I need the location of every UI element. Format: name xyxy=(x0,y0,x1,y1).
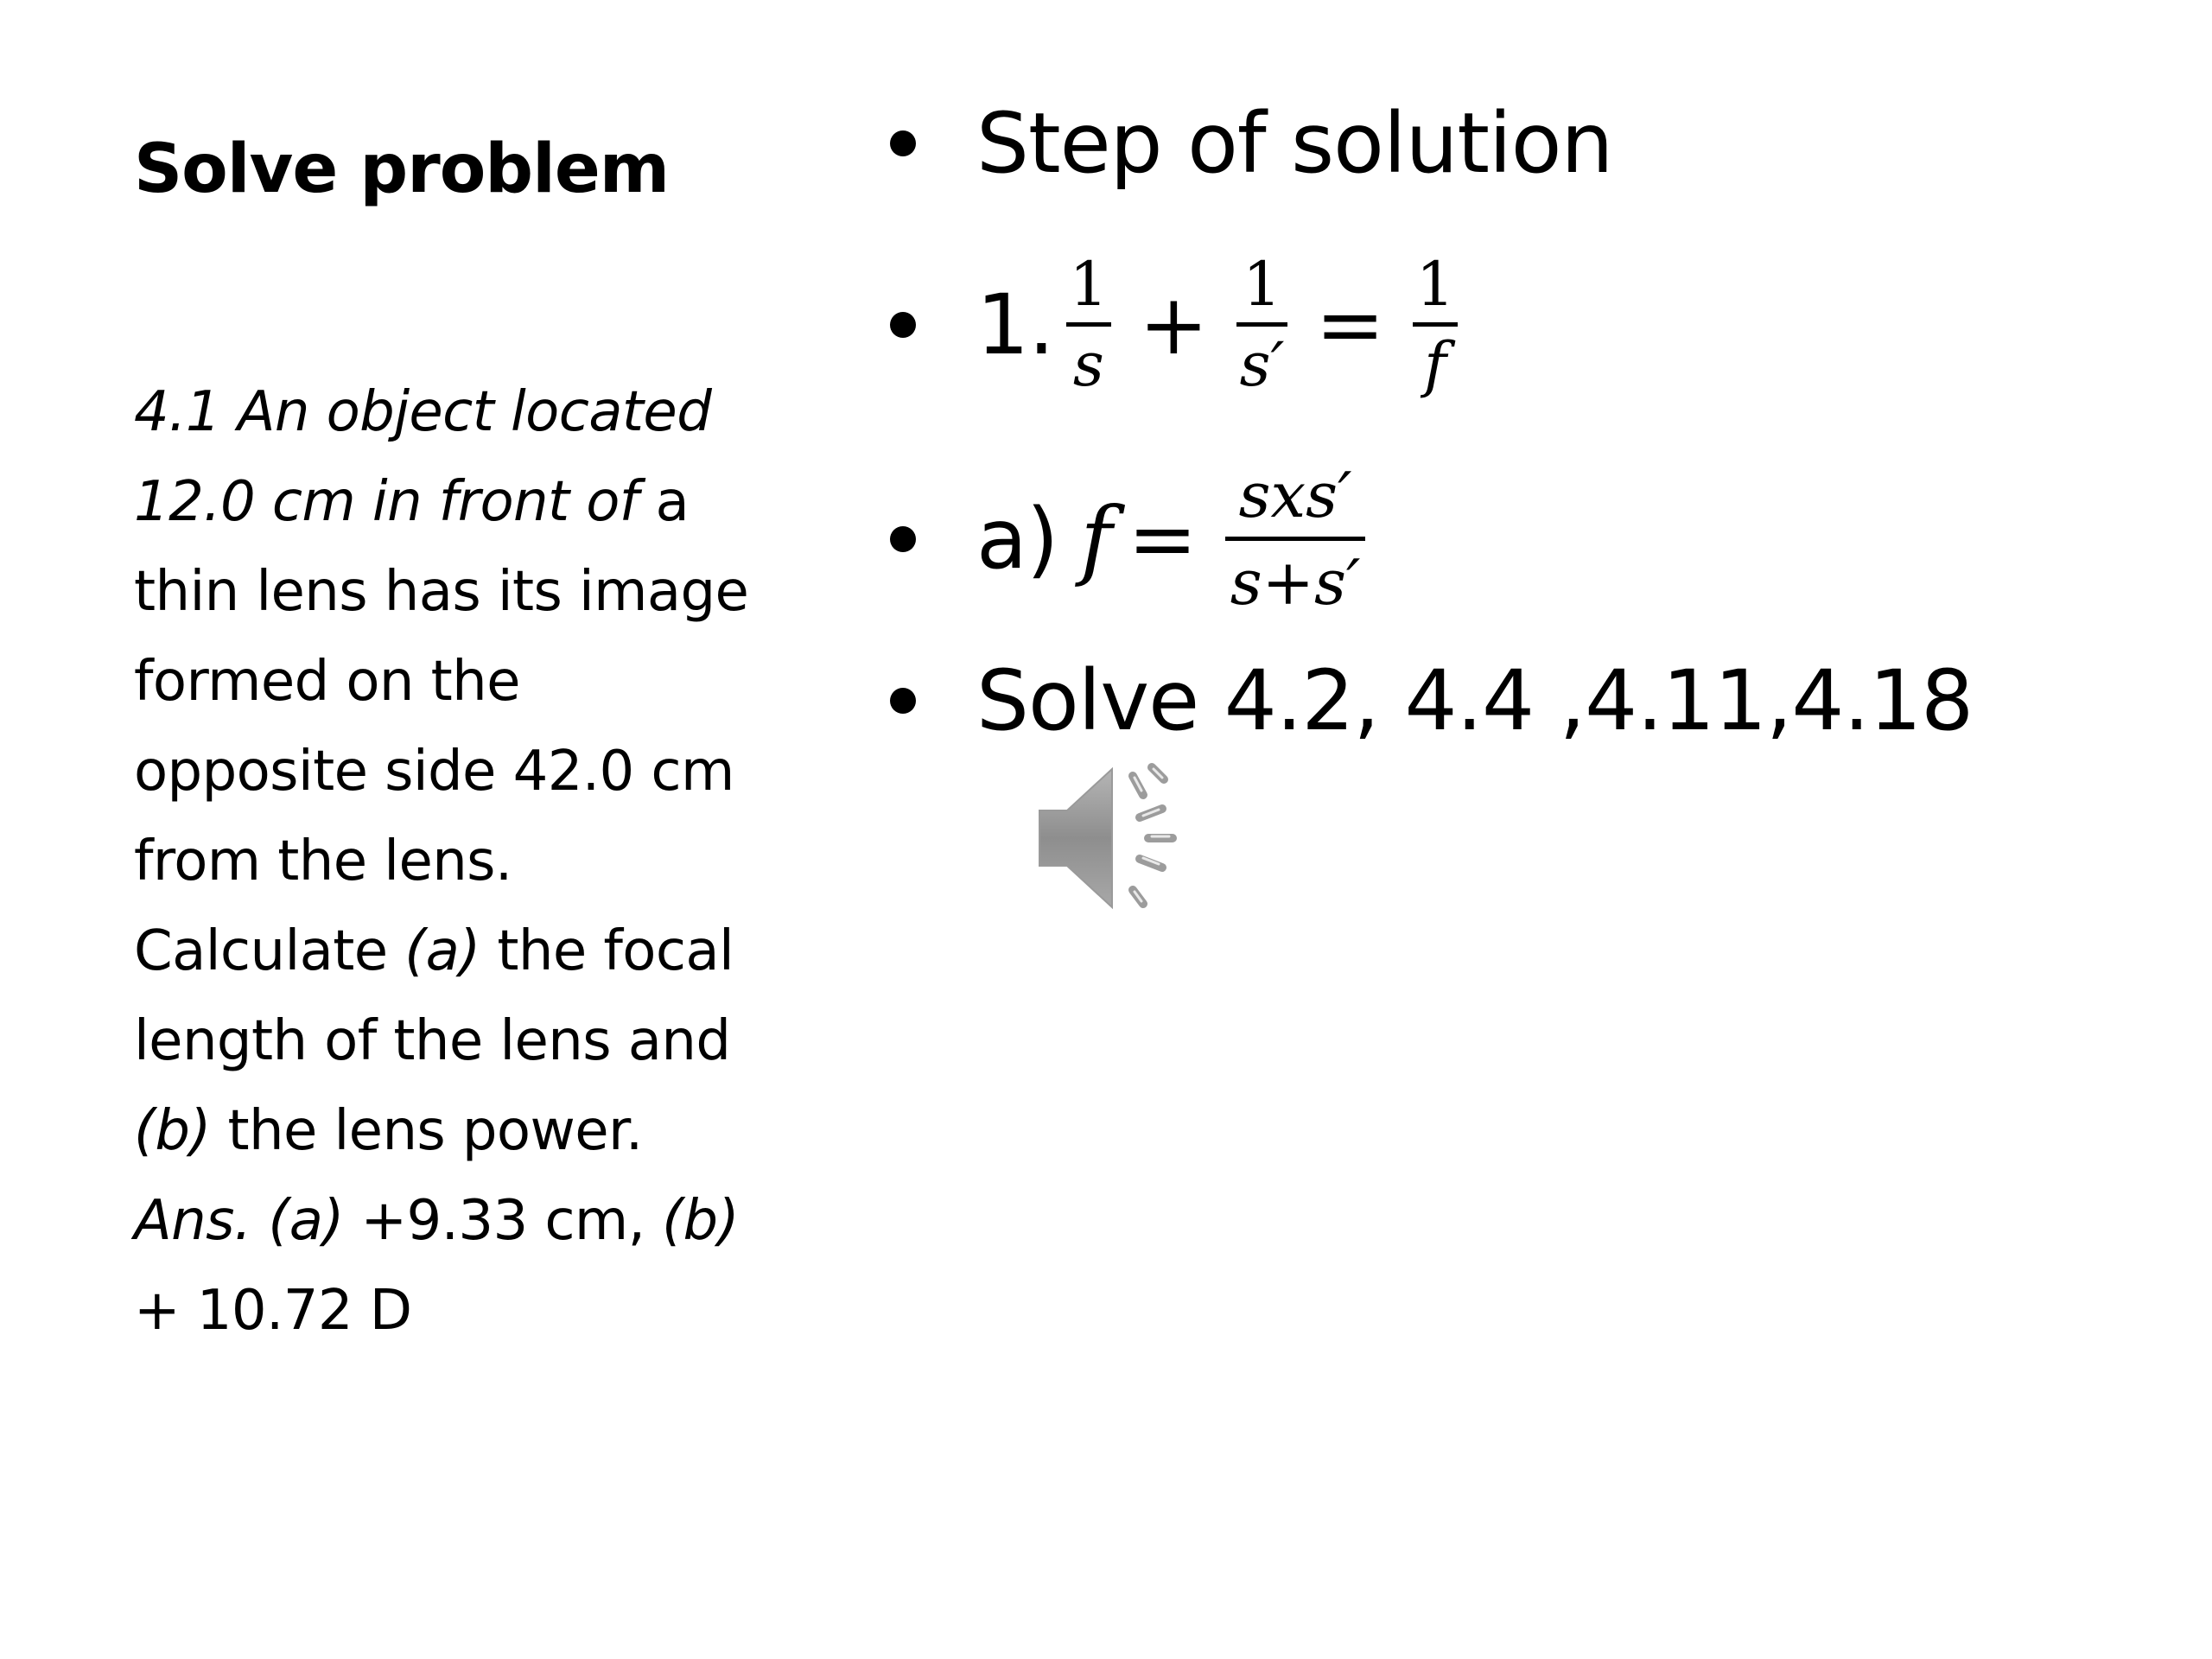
bullet-step-heading xyxy=(890,95,1612,192)
problem-text: the lens power. xyxy=(210,1099,643,1163)
exercises-text: Solve 4.2, 4.4 ,4.11,4.18 xyxy=(976,652,1974,749)
problem-line: thin lens has its image xyxy=(134,560,749,624)
focal-length-symbol: f xyxy=(1080,488,1113,589)
fraction-numerator: 1 xyxy=(1243,249,1281,320)
equation-label: 1. xyxy=(976,276,1054,373)
fraction-numerator: sxs′ xyxy=(1238,459,1352,531)
slide-title: Solve problem xyxy=(134,130,670,208)
bullet-icon xyxy=(890,130,916,156)
fraction-1-over-f xyxy=(1413,246,1459,403)
problem-text-italic: 12.0 cm in front of xyxy=(134,470,639,534)
fraction-denominator: s′ xyxy=(1239,329,1285,400)
problem-line: from the lens. xyxy=(134,830,512,893)
speaker-icon[interactable] xyxy=(1033,760,1205,916)
bullet-exercises xyxy=(890,652,1973,749)
plus-sign: + xyxy=(1139,276,1209,373)
sound-wave-highlights xyxy=(1135,769,1169,901)
bullet-icon xyxy=(890,526,916,552)
problem-text-italic: (b) xyxy=(134,1099,211,1163)
answer-text-italic: Ans. (a) xyxy=(134,1189,344,1253)
problem-line xyxy=(134,457,825,547)
problem-text: Calculate xyxy=(134,919,405,983)
bullet-icon xyxy=(890,312,916,338)
fraction-focal-formula xyxy=(1225,454,1366,624)
equation-label: a) xyxy=(976,490,1058,588)
speaker-body xyxy=(1039,769,1112,907)
problem-line xyxy=(134,367,825,457)
fraction-numerator: 1 xyxy=(1069,249,1109,320)
fraction-1-over-s-prime xyxy=(1236,246,1288,403)
problem-line: opposite side 42.0 cm xyxy=(134,740,734,804)
answer-text-italic: (b) xyxy=(662,1189,739,1253)
problem-answer-line xyxy=(134,1176,825,1266)
problem-answer-line: + 10.72 D xyxy=(134,1279,412,1343)
bullet-icon xyxy=(890,688,916,714)
left-column xyxy=(134,130,825,211)
fraction-denominator: s+s′ xyxy=(1230,546,1361,619)
problem-text: the focal xyxy=(480,919,734,983)
fraction-denominator: f xyxy=(1424,329,1447,400)
problem-text-italic: 4.1 An object located xyxy=(134,380,712,444)
fraction-numerator: 1 xyxy=(1415,249,1455,320)
fraction-1-over-s xyxy=(1066,246,1112,403)
step-heading-text: Step of solution xyxy=(976,95,1613,192)
problem-line: length of the lens and xyxy=(134,1009,731,1073)
problem-line xyxy=(134,906,825,996)
equals-sign: = xyxy=(1315,276,1385,373)
answer-text: +9.33 cm, xyxy=(343,1189,663,1253)
bullet-focal-length xyxy=(890,454,1377,624)
equals-sign: = xyxy=(1128,490,1198,588)
problem-text-italic: (a) xyxy=(404,919,480,983)
problem-statement xyxy=(134,367,825,1356)
problem-text: a xyxy=(638,470,690,534)
problem-line: formed on the xyxy=(134,650,520,714)
fraction-denominator: s xyxy=(1072,329,1104,400)
problem-line xyxy=(134,1086,825,1176)
bullet-lens-equation xyxy=(890,246,1470,403)
